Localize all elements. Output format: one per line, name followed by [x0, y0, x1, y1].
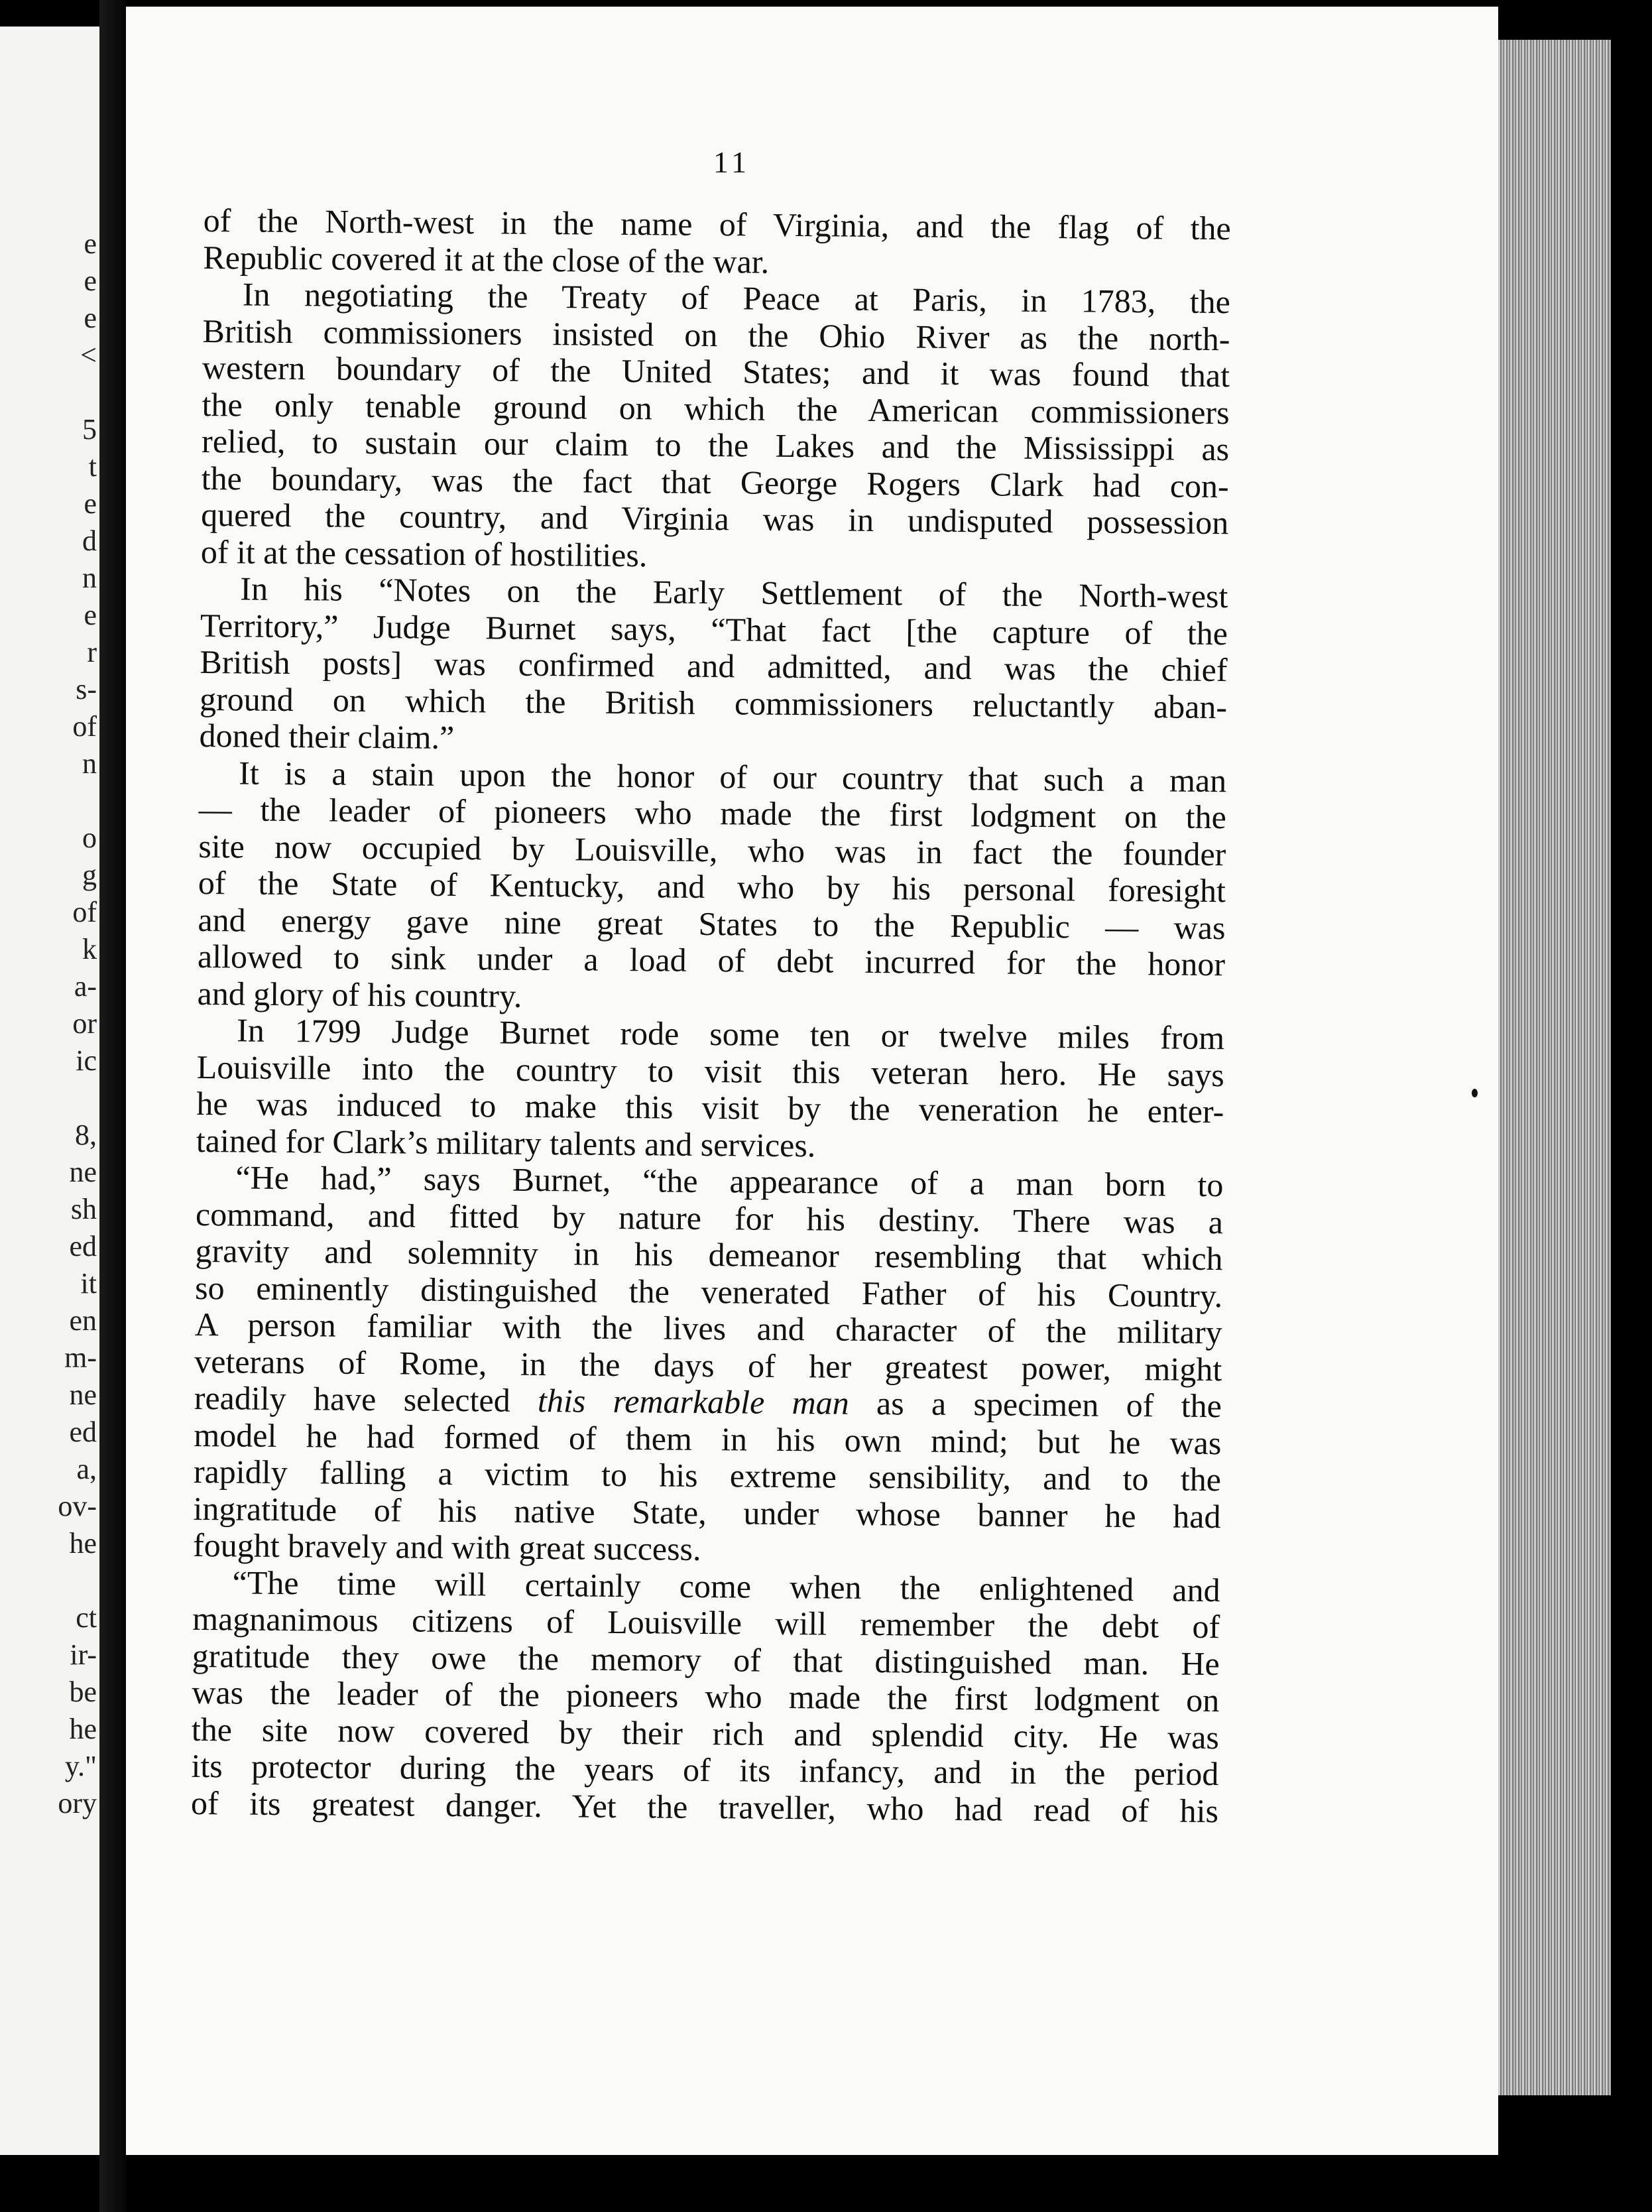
text-line: British posts] was confirmed and admitted, and was the chief [200, 643, 1228, 689]
text-line: of the North-west in the name of Virginia, and the flag of the [203, 202, 1231, 247]
text-line: site now occupied by Louisville, who was in fact the founder [198, 827, 1226, 873]
text-line: model he had formed of them in his own mind; but he was [194, 1416, 1222, 1461]
left-fragment: m- [64, 1341, 97, 1374]
left-fragment: e [84, 487, 97, 520]
left-fragment: r [87, 636, 97, 668]
text-line: relied, to sustain our claim to the Lakes and the Mississippi as [201, 422, 1230, 468]
text-line: was the leader of the pioneers who made the first lodgment on [192, 1673, 1220, 1719]
text-line: command, and fitted by nature for his destiny. There was a [195, 1195, 1224, 1241]
text-line: so eminently distinguished the venerated Father of his Country. [194, 1268, 1223, 1314]
text-line: fought bravely and with great success. [192, 1526, 701, 1567]
text-line: the boundary, was the fact that George Rogers Clark had con- [201, 459, 1229, 505]
text-line: he was induced to make this visit by the veneration he enter- [196, 1084, 1224, 1131]
left-fragment: k [82, 933, 97, 965]
text-segment: as a specimen of the [849, 1384, 1222, 1425]
left-fragment: of [72, 896, 97, 928]
text-line: the site now covered by their rich and splendid city. He was [191, 1710, 1220, 1756]
text-line: It is a stain upon the honor of our country that such a man [239, 753, 1227, 799]
left-fragment: y." [64, 1750, 97, 1782]
text-line: veterans of Rome, in the days of her greatest power, might [194, 1342, 1222, 1388]
left-fragment: d [82, 524, 97, 557]
left-fragment: n [82, 747, 97, 780]
left-fragment: ir- [70, 1638, 97, 1671]
text-line: A person familiar with the lives and character of the military [194, 1305, 1222, 1351]
left-fragment: it [80, 1267, 97, 1300]
page-number: 11 [713, 145, 751, 179]
left-fragment: ct [76, 1601, 97, 1634]
left-fragment: t [88, 450, 97, 483]
text-line: British commissioners insisted on the Ohio River as the north- [202, 312, 1230, 357]
left-fragment: sh [70, 1193, 97, 1225]
page-edges [1498, 40, 1611, 2095]
text-line: ingratitude of his native State, under whose banner he had [193, 1489, 1221, 1535]
text-line: of it at the cessation of hostilities. [200, 532, 648, 574]
italic-phrase: this remarkable man [537, 1382, 849, 1422]
text-line: doned their claim.” [199, 716, 455, 756]
left-fragment: a, [76, 1453, 97, 1485]
left-fragment: o [82, 822, 97, 854]
left-fragment: e [84, 265, 97, 297]
text-line: tained for Clark’s military talents and services. [196, 1121, 816, 1164]
left-fragment: he [69, 1713, 97, 1745]
text-line: gratitude they owe the memory of that distinguished man. He [192, 1636, 1220, 1682]
text-line: Territory,” Judge Burnet says, “That fact [the capture of the [200, 606, 1228, 652]
text-segment: readily have selected [194, 1379, 538, 1420]
ink-spot [1472, 1089, 1478, 1097]
text-line: quered the country, and Virginia was in undisputed possession [201, 495, 1229, 542]
text-line: western boundary of the United States; and it was found that [202, 348, 1230, 395]
left-facing-page [0, 27, 99, 2155]
left-fragment: ed [69, 1416, 97, 1448]
left-fragment: n [82, 562, 97, 594]
left-fragment: of [72, 710, 97, 743]
text-line: its protector during the years of its infancy, and in the period [191, 1747, 1219, 1793]
text-line: and glory of his country. [197, 974, 522, 1014]
left-fragment: be [69, 1676, 97, 1708]
text-line: In negotiating the Treaty of Peace at Paris, in 1783, the [242, 275, 1231, 321]
text-line: gravity and solemnity in his demeanor resembling that which [195, 1231, 1223, 1278]
left-fragment: ic [76, 1044, 97, 1077]
left-fragment: en [69, 1304, 97, 1337]
left-fragment [0, 1562, 99, 1599]
left-fragment: or [72, 1007, 97, 1040]
left-fragment: ed [69, 1230, 97, 1262]
text-line: Republic covered it at the close of the war. [203, 238, 770, 280]
text-line: ground on which the British commissioners reluctantly aban- [199, 680, 1228, 725]
left-fragment: ov- [58, 1490, 97, 1522]
text-line: the only tenable ground on which the American commissioners [202, 385, 1230, 431]
left-fragment: < [80, 339, 97, 371]
left-page-text-fragments [0, 225, 99, 1822]
left-fragment: ne [69, 1156, 97, 1188]
text-line: — the leader of pioneers who made the first lodgment on the [198, 790, 1226, 836]
book-gutter [99, 0, 126, 2212]
text-line: rapidly falling a victim to his extreme sensibility, and to the [193, 1452, 1222, 1499]
left-fragment [0, 374, 99, 411]
text-line: In 1799 Judge Burnet rode some ten or twelve miles from [236, 1011, 1225, 1057]
text-line: In his “Notes on the Early Settlement of the North-west [240, 570, 1228, 615]
left-fragment: 5 [82, 413, 97, 446]
text-line: “He had,” says Burnet, “the appearance of a man born to [235, 1158, 1224, 1204]
text-line: of its greatest danger. Yet the traveller, who had read of his [190, 1784, 1219, 1829]
left-fragment: e [84, 302, 97, 334]
text-line: “The time will certainly come when the enlightened and [232, 1563, 1220, 1609]
text-line: Louisville into the country to visit this veteran hero. He says [196, 1048, 1224, 1093]
left-fragment [0, 782, 99, 820]
left-fragment: he [69, 1527, 97, 1560]
left-fragment: e [84, 599, 97, 631]
left-fragment [0, 1079, 99, 1117]
body-text [191, 202, 1231, 1829]
left-fragment: a- [74, 970, 97, 1003]
text-line: and energy gave nine great States to the Republic — was [198, 900, 1226, 946]
text-line: magnanimous citizens of Louisville will remember the debt of [192, 1599, 1220, 1646]
left-fragment: g [82, 859, 97, 891]
text-line: of the State of Kentucky, and who by his personal foresight [198, 863, 1226, 910]
text-line: allowed to sink under a load of debt incurred for the honor [197, 937, 1226, 983]
left-fragment: e [84, 227, 97, 260]
left-fragment: 8, [75, 1119, 97, 1151]
left-fragment: s- [76, 673, 97, 706]
left-fragment: ory [58, 1787, 97, 1819]
left-fragment: ne [69, 1379, 97, 1411]
